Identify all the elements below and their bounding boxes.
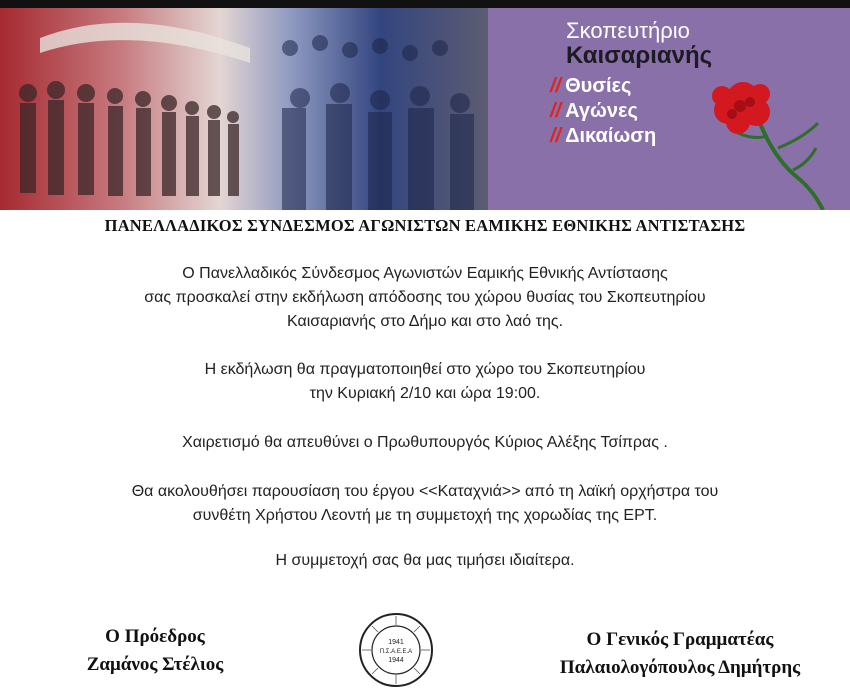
closing-paragraph (0, 549, 850, 573)
text-line: συνθέτη Χρήστου Λεοντή με τη συμμετοχή της χορωδίας της ΕΡΤ. (192, 507, 658, 524)
text-line: σας προσκαλεί στην εκδήλωση απόδοσης του χώρου θυσίας του Σκοπευτηρίου (144, 289, 706, 306)
text-line: Ο Πανελλαδικός Σύνδεσμος Αγωνιστών Εαμικής Εθνικής Αντίστασης (182, 265, 668, 282)
keyword-item (550, 99, 656, 124)
president-signature (40, 623, 270, 679)
seal-year-end: 1944 (388, 657, 404, 664)
text-line: Η συμμετοχή σας θα μας τιμήσει ιδιαίτερα. (275, 552, 575, 569)
signature-role: Ο Πρόεδρος (105, 626, 205, 647)
organization-title: ΠΑΝΕΛΛΑΔΙΚΟΣ ΣΥΝΔΕΣΜΟΣ ΑΓΩΝΙΣΤΩΝ ΕΑΜΙΚΗΣ ΕΘΝΙΚΗΣ ΑΝΤΙΣΤΑΣΗΣ (104, 216, 746, 235)
top-border (0, 0, 850, 8)
banner-keywords (550, 74, 656, 149)
organization-seal-icon (358, 612, 434, 688)
text-line: Χαιρετισμό θα απευθύνει ο Πρωθυπουργός Κύριος Αλέξης Τσίπρας . (182, 434, 668, 451)
banner-subtitle: Σκοπευτήριο (566, 18, 690, 43)
slash-icon: // (550, 125, 562, 147)
text-line: Η εκδήλωση θα πραγματοποιηθεί στο χώρο του Σκοπευτηρίου (204, 361, 646, 378)
banner-title-panel (488, 8, 850, 210)
resistance-march-artwork (0, 8, 488, 210)
keyword-label: Δικαίωση (565, 125, 657, 147)
keyword-label: Αγώνες (565, 100, 638, 122)
signature-role: Ο Γενικός Γραμματέας (586, 629, 774, 650)
text-line: Καισαριανής στο Δήμο και στο λαό της. (286, 313, 564, 330)
program-paragraph (0, 480, 850, 528)
banner-title: Καισαριανής (566, 42, 713, 69)
slash-icon: // (550, 75, 562, 97)
secretary-signature (510, 626, 850, 682)
event-details-paragraph (0, 358, 850, 406)
slash-icon: // (550, 100, 562, 122)
keyword-item (550, 124, 656, 149)
header-banner (0, 8, 850, 210)
seal-abbreviation: Π.Σ.Α.Ε.Ε.Α (379, 649, 413, 655)
greeting-paragraph (0, 431, 850, 455)
keyword-item (550, 74, 656, 99)
signature-name: Ζαμάνος Στέλιος (86, 654, 224, 675)
text-line: την Κυριακή 2/10 και ώρα 19:00. (309, 385, 541, 402)
text-line: Θα ακολουθήσει παρουσίαση του έργου <<Καταχνιά>> από τη λαϊκή ορχήστρα του (131, 483, 719, 500)
carnation-icon (698, 78, 848, 210)
keyword-label: Θυσίες (565, 75, 632, 97)
signature-name: Παλαιολογόπουλος Δημήτρης (559, 657, 801, 678)
invitation-paragraph (0, 262, 850, 334)
seal-year-start: 1941 (388, 639, 404, 646)
